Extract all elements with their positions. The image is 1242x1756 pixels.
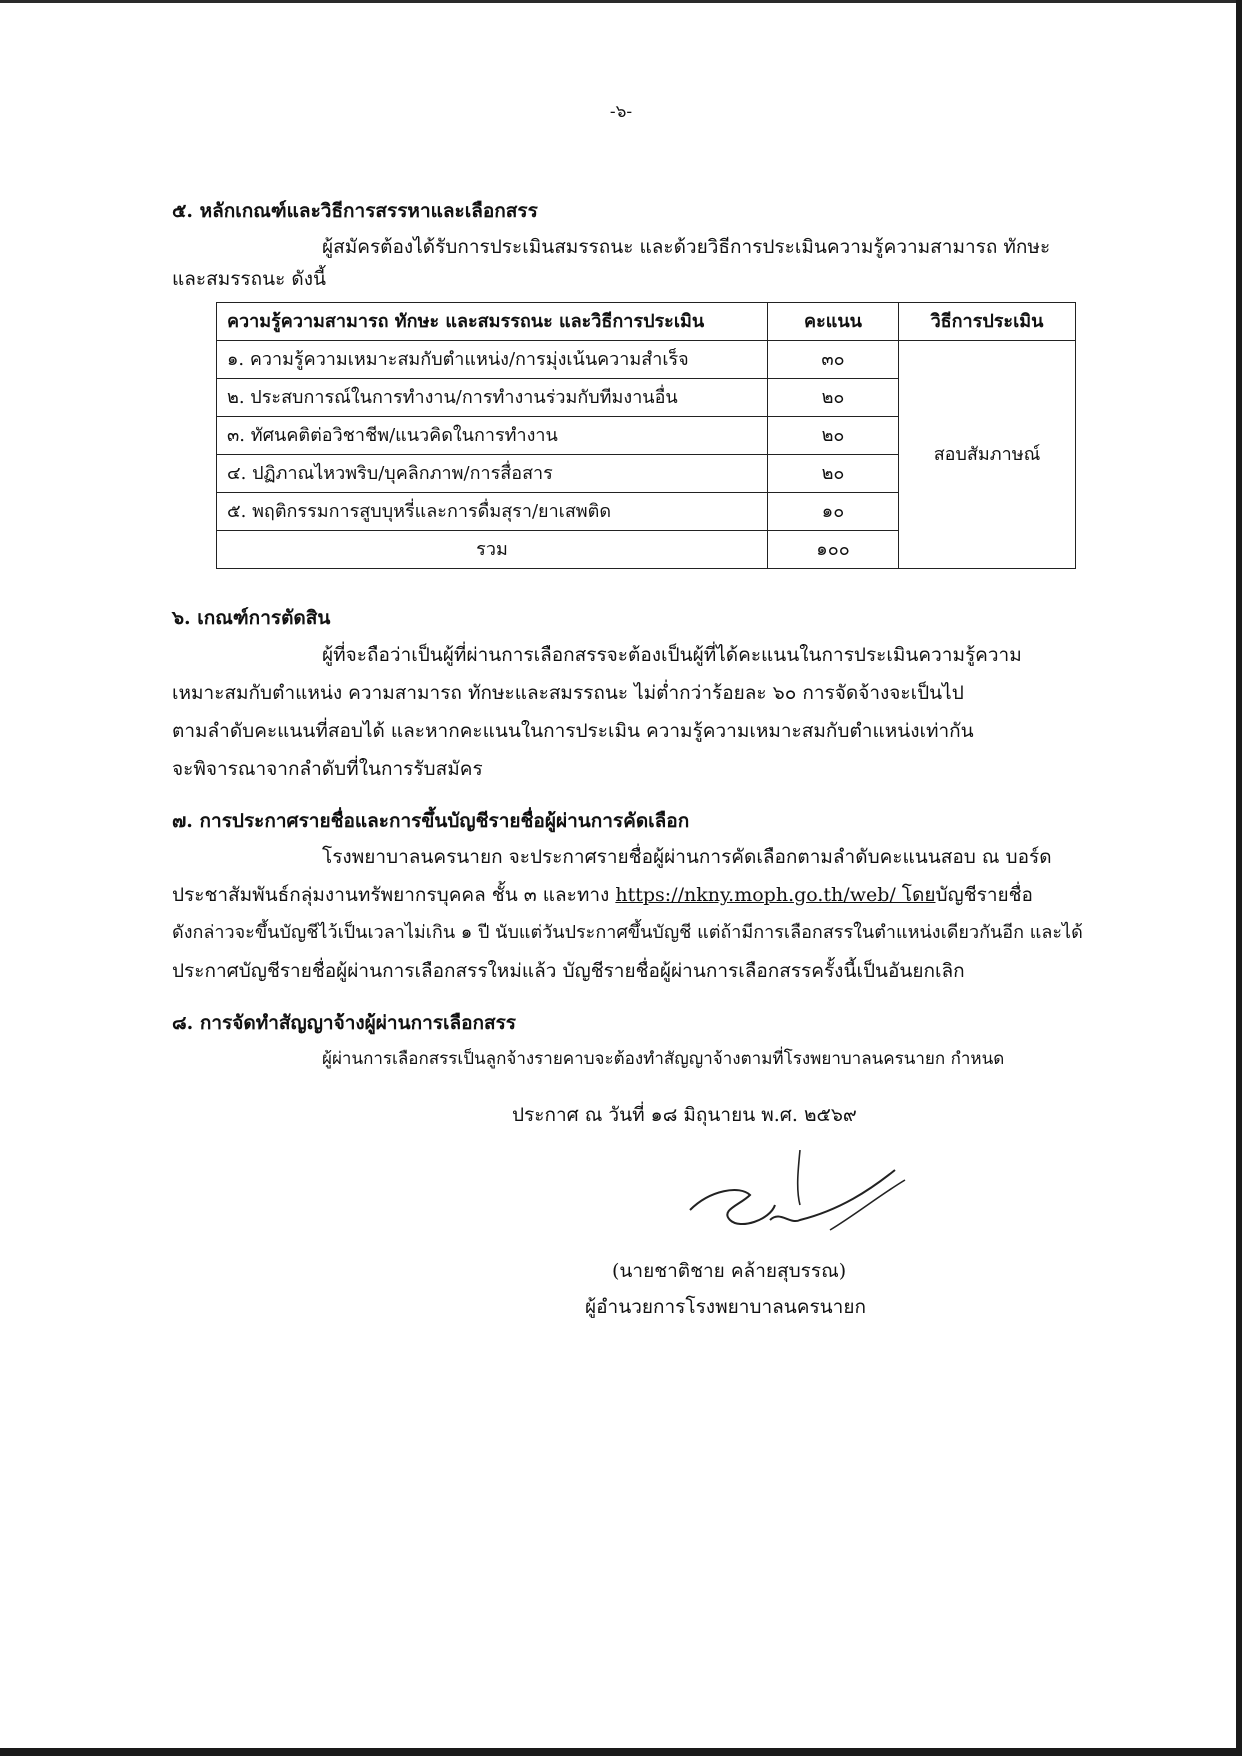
section5-intro — [172, 228, 1117, 298]
section7-line4: ประกาศบัญชีรายชื่อผู้ผ่านการเลือกสรรใหม่แล้ว บัญชีรายชื่อผู้ผ่านการเลือกสรรครั้งนี้เป็นอันยกเลิก — [172, 960, 965, 982]
table-cell-score: ๑๐ — [768, 493, 899, 531]
table-cell-item: ๒. ประสบการณ์ในการทำงาน/การทำงานร่วมกับทีมงานอื่น — [217, 379, 768, 417]
signer-name: (นายชาติชาย คล้ายสุบรรณ) — [612, 1260, 847, 1282]
table-cell-item: ๑. ความรู้ความเหมาะสมกับตำแหน่ง/การมุ่งเน้นความสำเร็จ — [217, 341, 768, 379]
signer-title: ผู้อำนวยการโรงพยาบาลนครนายก — [585, 1296, 866, 1318]
section7-line2-end: บัญชีรายชื่อ — [935, 884, 1033, 906]
table-cell-item: ๕. พฤติกรรมการสูบบุหรี่และการดื่มสุรา/ยาเสพติด — [217, 493, 768, 531]
table-cell-score: ๓๐ — [768, 341, 899, 379]
section7-line2 — [172, 876, 1117, 914]
section7-line1: โรงพยาบาลนครนายก จะประกาศรายชื่อผู้ผ่านการคัดเลือกตามลำดับคะแนนสอบ ณ บอร์ด — [322, 846, 1052, 868]
table-row — [217, 341, 1076, 379]
table-header-score: คะแนน — [768, 303, 899, 341]
table-cell-method: สอบสัมภาษณ์ — [899, 341, 1076, 569]
website-link[interactable]: https://nkny.moph.go.th/web/ โดย — [615, 884, 936, 906]
section6-line: ผู้ที่จะถือว่าเป็นผู้ที่ผ่านการเลือกสรรจะต้องเป็นผู้ที่ได้คะแนนในการประเมินความรู้ความ — [322, 644, 1022, 666]
section7-line3: ดังกล่าวจะขึ้นบัญชีไว้เป็นเวลาไม่เกิน ๑ ปี นับแต่วันประกาศขึ้นบัญชี แต่ถ้ามีการเลือกสรรในตำแหน่งเดียวกันอีก และได้ — [172, 922, 1083, 943]
section8-heading: ๘. การจัดทำสัญญาจ้างผู้ผ่านการเลือกสรร — [172, 1012, 517, 1034]
section8-body — [322, 1040, 1122, 1078]
table-header-row — [217, 303, 1076, 341]
section8-line1: ผู้ผ่านการเลือกสรรเป็นลูกจ้างรายคาบจะต้องทำสัญญาจ้างตามที่โรงพยาบาลนครนายก กำหนด — [322, 1049, 1005, 1069]
scan-edge-right — [1236, 0, 1242, 1756]
section7-line2-text: ประชาสัมพันธ์กลุ่มงานทรัพยากรบุคคล ชั้น ๓ และทาง — [172, 884, 616, 906]
section7-heading: ๗. การประกาศรายชื่อและการขึ้นบัญชีรายชื่อผู้ผ่านการคัดเลือก — [172, 810, 690, 832]
table-cell-score: ๒๐ — [768, 417, 899, 455]
section5-intro-line1: ผู้สมัครต้องได้รับการประเมินสมรรถนะ และด้วยวิธีการประเมินความรู้ความสามารถ ทักษะ — [322, 236, 1051, 258]
table-total-score: ๑๐๐ — [768, 531, 899, 569]
scan-edge-bottom — [0, 1748, 1242, 1756]
section6-line: จะพิจารณาจากลำดับที่ในการรับสมัคร — [172, 758, 483, 780]
table-cell-item: ๔. ปฏิภาณไหวพริบ/บุคลิกภาพ/การสื่อสาร — [217, 455, 768, 493]
table-cell-score: ๒๐ — [768, 455, 899, 493]
page-number: -๖- — [609, 102, 633, 122]
section5-intro-line2: และสมรรถนะ ดังนี้ — [172, 268, 326, 290]
section6-body — [172, 636, 1117, 788]
table-total-label: รวม — [217, 531, 768, 569]
scan-edge-top — [0, 0, 1242, 3]
table-header-method: วิธีการประเมิน — [899, 303, 1076, 341]
section6-heading: ๖. เกณฑ์การตัดสิน — [172, 607, 331, 629]
signature-mark — [680, 1150, 910, 1260]
table-cell-item: ๓. ทัศนคติต่อวิชาชีพ/แนวคิดในการทำงาน — [217, 417, 768, 455]
table-header-criteria: ความรู้ความสามารถ ทักษะ และสมรรถนะ และวิธีการประเมิน — [217, 303, 768, 341]
section6-line: ตามลำดับคะแนนที่สอบได้ และหากคะแนนในการประเมิน ความรู้ความเหมาะสมกับตำแหน่งเท่ากัน — [172, 720, 974, 742]
table-cell-score: ๒๐ — [768, 379, 899, 417]
section7-body — [172, 838, 1117, 990]
evaluation-table — [216, 302, 1076, 569]
announcement-date: ประกาศ ณ วันที่ ๑๘ มิถุนายน พ.ศ. ๒๕๖๙ — [512, 1104, 857, 1126]
section6-line: เหมาะสมกับตำแหน่ง ความสามารถ ทักษะและสมรรถนะ ไม่ต่ำกว่าร้อยละ ๖๐ การจัดจ้างจะเป็นไป — [172, 682, 964, 704]
section5-heading: ๕. หลักเกณฑ์และวิธีการสรรหาและเลือกสรร — [172, 200, 538, 222]
